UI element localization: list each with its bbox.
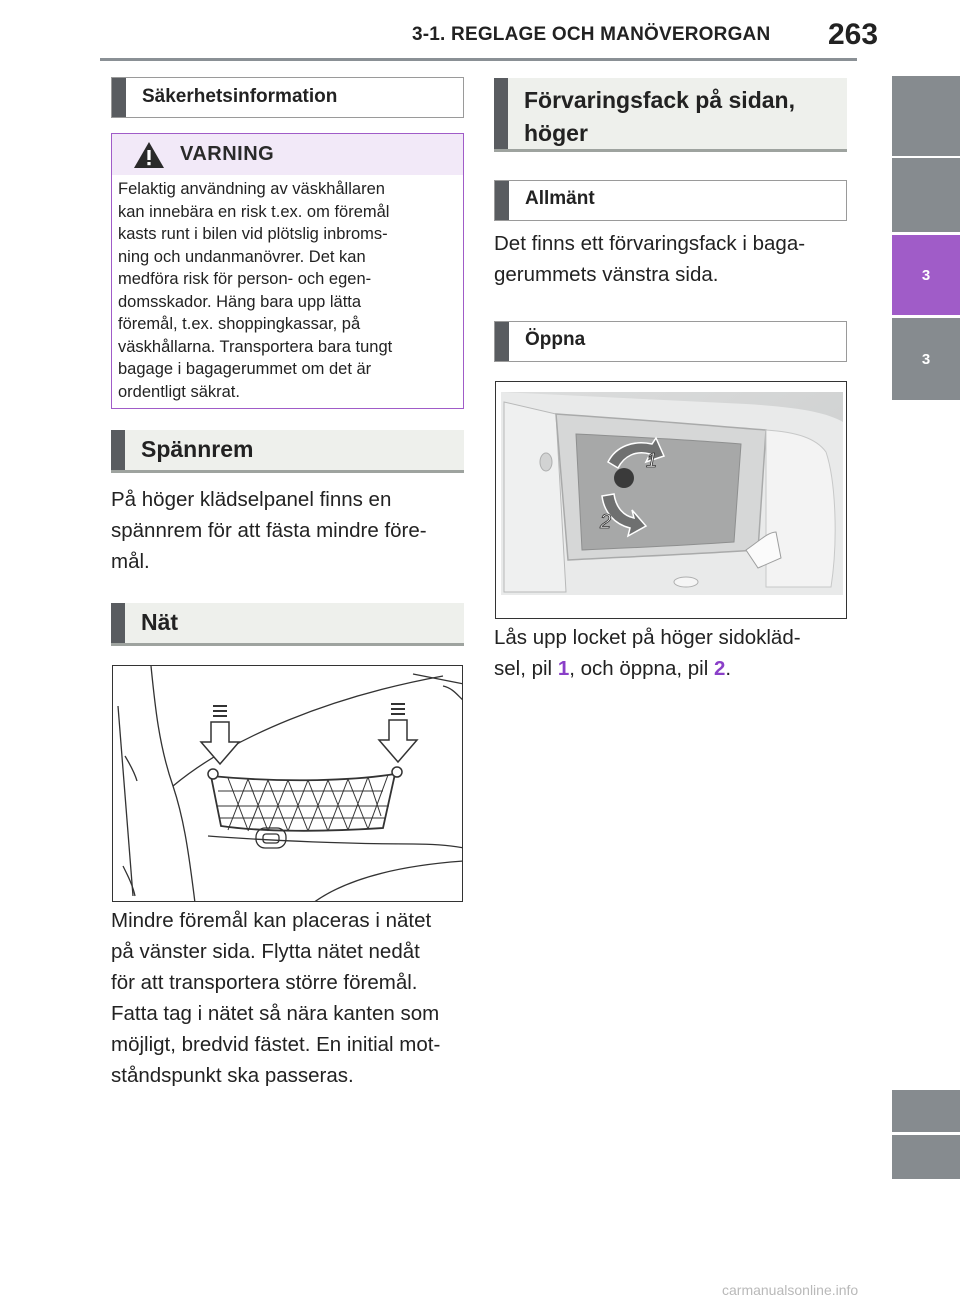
- text-run: .: [725, 657, 732, 680]
- warning-triangle-icon: [132, 140, 166, 170]
- heading-strap: [111, 430, 464, 473]
- side-tab-chapter[interactable]: 3: [892, 318, 960, 400]
- paragraph-line: för att transportera större föremål.: [111, 971, 418, 994]
- warning-line: föremål, t.ex. shoppingkassar, på: [118, 315, 361, 333]
- header-rule: [100, 58, 857, 61]
- heading-strap-text: Spännrem: [141, 436, 254, 462]
- heading-net-text: Nät: [141, 609, 179, 635]
- figure-label-1: 1: [646, 450, 658, 472]
- paragraph-line: möjligt, bredvid fästet. En initial mot-: [111, 1033, 441, 1056]
- text-run: sel, pil: [494, 657, 558, 680]
- warning-line: kasts runt i bilen vid plötslig inbroms-: [118, 225, 388, 243]
- paragraph-line: ståndspunkt ska passeras.: [111, 1064, 354, 1087]
- heading-line: höger: [524, 120, 588, 146]
- section-title: 3-1. REGLAGE OCH MANÖVERORGAN: [412, 24, 771, 45]
- heading-safety: [111, 77, 464, 118]
- heading-square: [495, 322, 509, 361]
- heading-general-text: Allmänt: [525, 188, 595, 209]
- open-paragraph: [494, 622, 859, 684]
- warning-line: Felaktig användning av väskhållaren: [118, 180, 385, 198]
- warning-line: domsskador. Häng bara upp lätta: [118, 292, 362, 311]
- heading-open: [494, 321, 847, 362]
- warning-line: kan innebära en risk t.ex. om föremål: [118, 202, 390, 221]
- heading-compartment-text: [524, 84, 795, 150]
- heading-line: Förvaringsfack på sidan,: [524, 87, 795, 113]
- paragraph-line: Mindre föremål kan placeras i nätet: [111, 909, 432, 932]
- warning-line: ning och undanmanövrer. Det kan: [118, 247, 366, 266]
- side-tab-blank-1[interactable]: [892, 76, 960, 156]
- warning-line: bagage i bagagerummet om det är: [118, 360, 372, 378]
- side-tab-blank-2[interactable]: [892, 158, 960, 232]
- paragraph-line: [494, 653, 859, 684]
- watermark-logo: carmanualsonline.info: [722, 1282, 859, 1298]
- paragraph-line: Det finns ett förvaringsfack i baga-: [494, 232, 806, 255]
- paragraph-line: gerummets vänstra sida.: [494, 263, 719, 286]
- net-figure: [112, 665, 463, 902]
- paragraph-line: spännrem för att fästa mindre före-: [111, 519, 427, 542]
- warning-line: ordentligt säkrat.: [118, 382, 240, 401]
- paragraph-line: mål.: [111, 550, 150, 573]
- side-compartment-illustration: [496, 382, 847, 619]
- heading-net: [111, 603, 464, 646]
- warning-line: medföra risk för person- och egen-: [118, 270, 372, 288]
- page-number: 263: [828, 18, 879, 51]
- text-run: , och öppna, pil: [569, 657, 714, 680]
- heading-square: [494, 78, 508, 149]
- side-tab-blank-4[interactable]: [892, 1135, 960, 1179]
- figure-label-2: 2: [600, 511, 612, 533]
- strap-paragraph: [111, 484, 471, 577]
- heading-compartment: [494, 78, 847, 152]
- warning-text: [118, 178, 458, 403]
- heading-safety-text: Säkerhetsinformation: [142, 86, 338, 107]
- compartment-figure: [495, 381, 847, 619]
- general-paragraph: [494, 228, 854, 290]
- heading-square: [111, 603, 125, 643]
- arrow-number-1: 1: [557, 657, 570, 680]
- paragraph-line: på vänster sida. Flytta nätet nedåt: [111, 940, 420, 963]
- heading-general: [494, 180, 847, 221]
- heading-square: [111, 430, 125, 470]
- warning-line: väskhållarna. Transportera bara tungt: [118, 337, 393, 356]
- paragraph-line: På höger klädselpanel finns en: [111, 488, 392, 511]
- net-paragraph: [111, 905, 476, 1091]
- paragraph-line: Fatta tag i nätet så nära kanten som: [111, 1002, 440, 1025]
- heading-open-text: Öppna: [525, 329, 586, 350]
- arrow-number-2: 2: [713, 657, 726, 680]
- side-tab-blank-3[interactable]: [892, 1090, 960, 1132]
- paragraph-line: Lås upp locket på höger sidokläd-: [494, 626, 801, 649]
- luggage-net-illustration: [113, 666, 463, 902]
- heading-square: [112, 78, 126, 117]
- heading-square: [495, 181, 509, 220]
- side-tab-chapter-active[interactable]: 3: [892, 235, 960, 315]
- warning-title: VARNING: [180, 143, 275, 165]
